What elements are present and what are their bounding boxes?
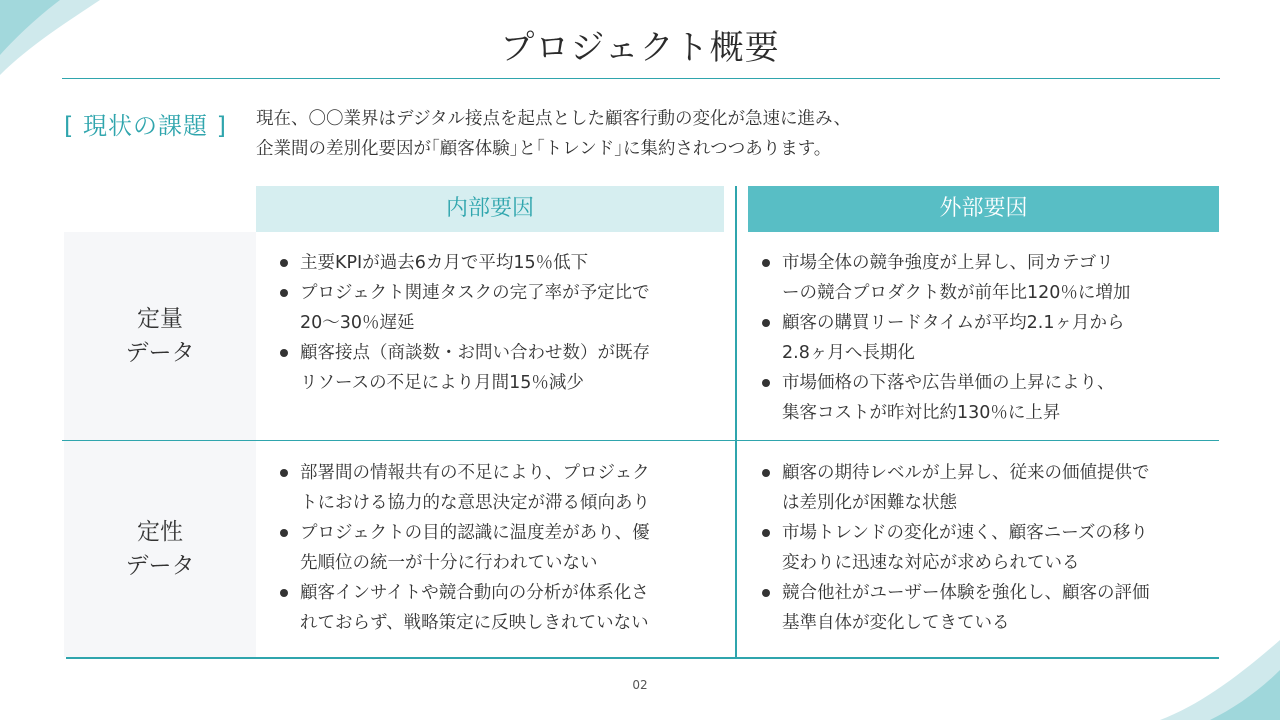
row-label-line: データ bbox=[125, 340, 195, 366]
cell-quantitative-external bbox=[758, 248, 1218, 428]
bullet-item: プロジェクト関連タスクの完了率が予定比で 20〜30％遅延 bbox=[276, 278, 726, 338]
row-label-line: 定性 bbox=[137, 519, 183, 545]
page-title: プロジェクト概要 bbox=[500, 28, 780, 68]
cell-quantitative-internal bbox=[276, 248, 726, 398]
bullet-item: プロジェクトの目的認識に温度差があり、優 先順位の統一が十分に行われていない bbox=[276, 518, 726, 578]
column-header-external: 外部要因 bbox=[748, 186, 1219, 232]
row-label-line: 定量 bbox=[137, 306, 183, 332]
bullet-item: 顧客接点（商談数・お問い合わせ数）が既存 リソースの不足により月間15％減少 bbox=[276, 338, 726, 398]
issue-line: 企業間の差別化要因が｢顧客体験｣と｢トレンド｣に集約されつつあります。 bbox=[256, 139, 832, 159]
row-divider bbox=[62, 440, 1219, 441]
bullet-item: 顧客の購買リードタイムが平均2.1ヶ月から 2.8ヶ月へ長期化 bbox=[758, 308, 1218, 368]
bullet-item: 顧客の期待レベルが上昇し、従来の価値提供で は差別化が困難な状態 bbox=[758, 458, 1218, 518]
title-divider bbox=[62, 78, 1220, 79]
bullet-item: 部署間の情報共有の不足により、プロジェク トにおける協力的な意思決定が滞る傾向あり bbox=[276, 458, 726, 518]
bullet-item: 顧客インサイトや競合動向の分析が体系化さ れておらず、戦略策定に反映しきれていない bbox=[276, 578, 726, 638]
bullet-item: 市場価格の下落や広告単価の上昇により、 集客コストが昨対比約130％に上昇 bbox=[758, 368, 1218, 428]
column-divider bbox=[735, 186, 737, 658]
row-label-qualitative bbox=[64, 441, 256, 657]
column-header-internal: 内部要因 bbox=[256, 186, 724, 232]
cell-qualitative-internal bbox=[276, 458, 726, 638]
issue-description bbox=[256, 104, 1216, 164]
bullet-item: 市場全体の競争強度が上昇し、同カテゴリ ーの競合プロダクト数が前年比120％に増加 bbox=[758, 248, 1218, 308]
bullet-item: 市場トレンドの変化が速く、顧客ニーズの移り 変わりに迅速な対応が求められている bbox=[758, 518, 1218, 578]
issue-line: 現在、〇〇業界はデジタル接点を起点とした顧客行動の変化が急速に進み、 bbox=[256, 109, 851, 129]
bullet-item: 競合他社がユーザー体験を強化し、顧客の評価 基準自体が変化してきている bbox=[758, 578, 1218, 638]
cell-qualitative-external bbox=[758, 458, 1218, 638]
row-label-line: データ bbox=[125, 553, 195, 579]
table-bottom-rule bbox=[66, 657, 1219, 659]
bullet-item: 主要KPIが過去6カ月で平均15％低下 bbox=[276, 248, 726, 278]
page-number: 02 bbox=[632, 678, 648, 692]
issue-label: [ 現状の課題 ] bbox=[64, 112, 227, 140]
row-label-quantitative bbox=[64, 232, 256, 440]
